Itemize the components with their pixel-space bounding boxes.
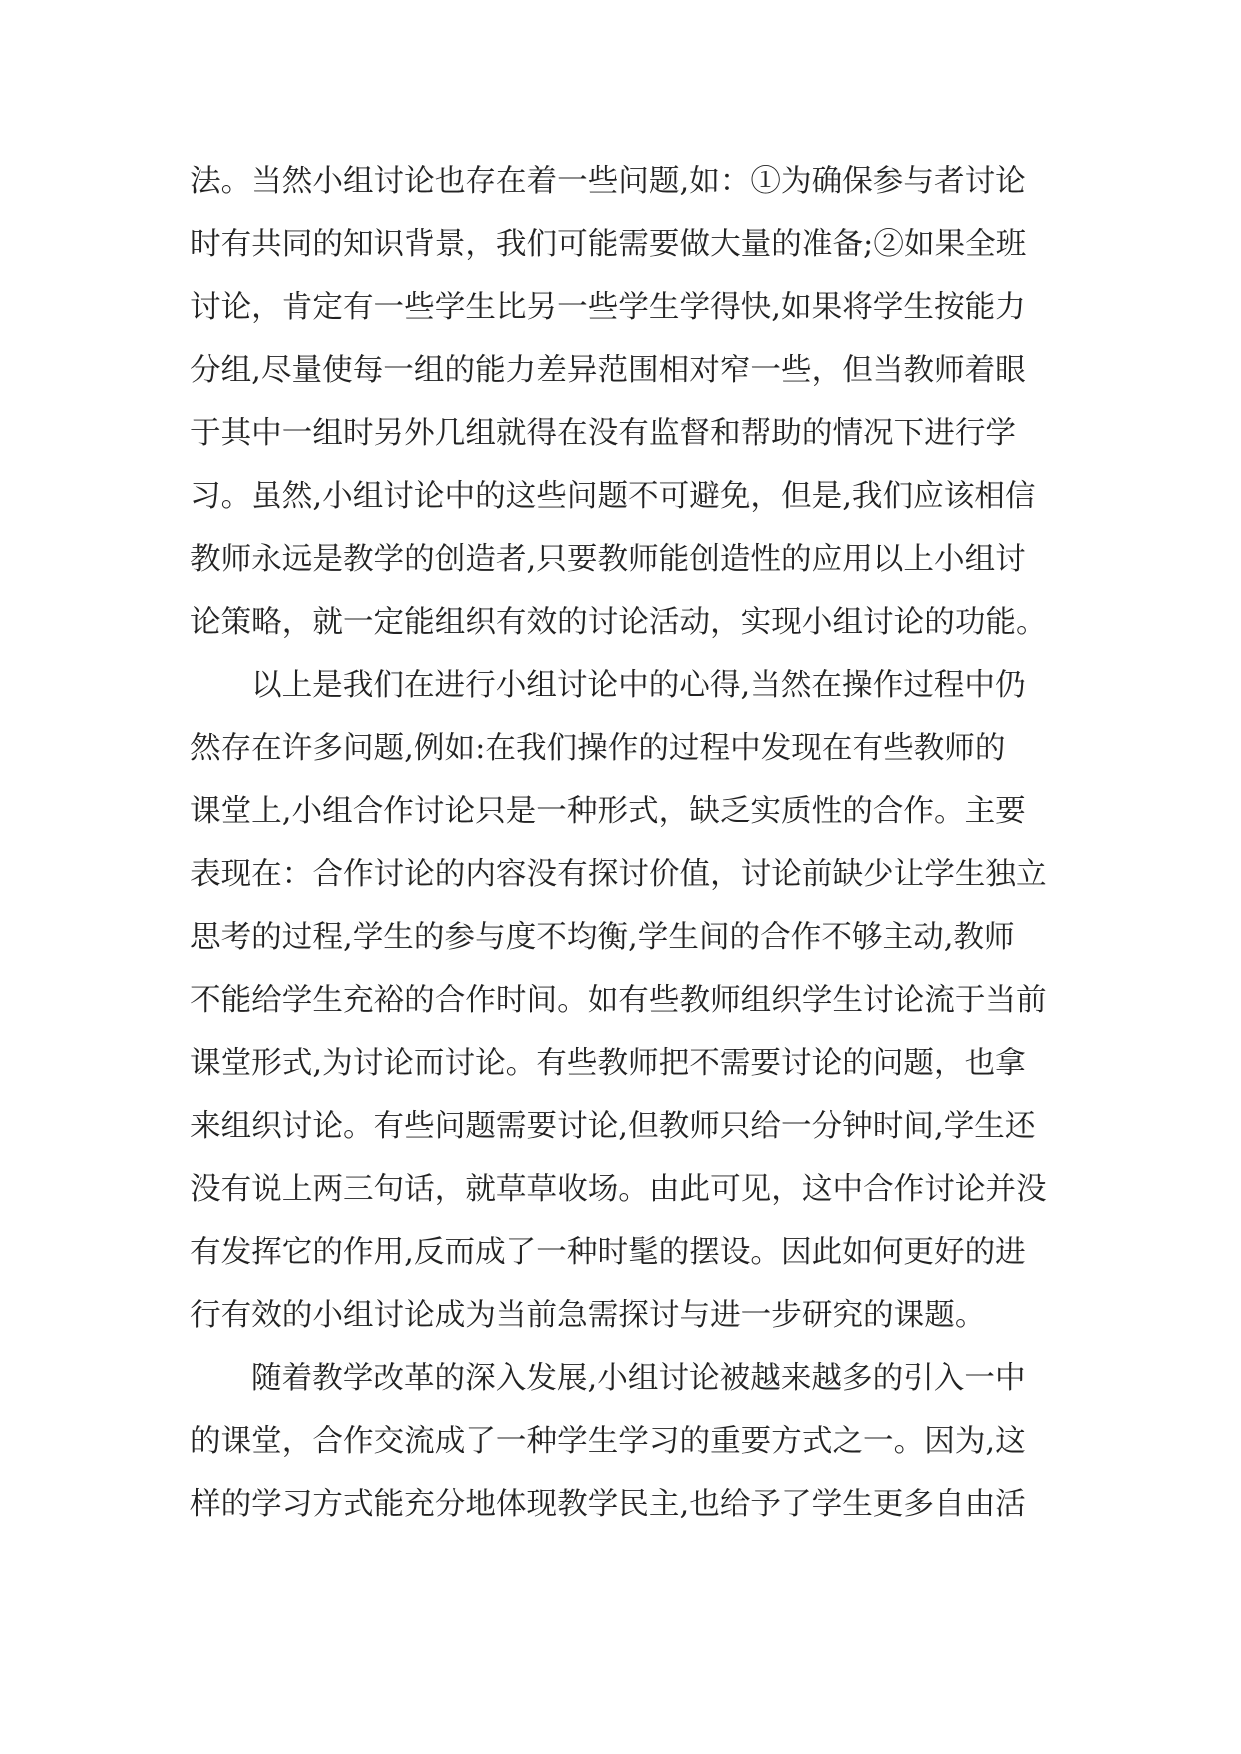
text-line: 课堂形式,为讨论而讨论。有些教师把不需要讨论的问题，也拿 [190, 1046, 1026, 1081]
paragraph-first-line: 随着教学改革的深入发展,小组讨论被越来越多的引入一中 [251, 1361, 1026, 1396]
text-line: 分组,尽量使每一组的能力差异范围相对窄一些，但当教师着眼 [190, 353, 1026, 388]
text-line: 思考的过程,学生的参与度不均衡,学生间的合作不够主动,教师 [190, 920, 1015, 955]
text-line: 习。虽然,小组讨论中的这些问题不可避免，但是,我们应该相信 [190, 479, 1036, 514]
text-line: 不能给学生充裕的合作时间。如有些教师组织学生讨论流于当前 [190, 983, 1047, 1018]
text-line: 表现在：合作讨论的内容没有探讨价值，讨论前缺少让学生独立 [190, 857, 1047, 892]
text-line: 样的学习方式能充分地体现教学民主,也给予了学生更多自由活 [190, 1487, 1026, 1522]
text-line: 课堂上,小组合作讨论只是一种形式，缺乏实质性的合作。主要 [190, 794, 1026, 829]
text-line: 论策略，就一定能组织有效的讨论活动，实现小组讨论的功能。 [190, 605, 1047, 640]
body-text [190, 150, 1052, 1536]
text-line: 教师永远是教学的创造者,只要教师能创造性的应用以上小组讨 [190, 542, 1026, 577]
text-line: 然存在许多问题,例如:在我们操作的过程中发现在有些教师的 [190, 731, 1006, 766]
text-line: 法。当然小组讨论也存在着一些问题,如：①为确保参与者讨论 [190, 164, 1026, 199]
paragraph-first-line: 以上是我们在进行小组讨论中的心得,当然在操作过程中仍 [251, 668, 1026, 703]
text-line: 没有说上两三句话，就草草收场。由此可见，这中合作讨论并没 [190, 1172, 1047, 1207]
text-line: 于其中一组时另外几组就得在没有监督和帮助的情况下进行学 [190, 416, 1017, 451]
text-line: 时有共同的知识背景，我们可能需要做大量的准备;②如果全班 [190, 227, 1027, 262]
text-line: 讨论，肯定有一些学生比另一些学生学得快,如果将学生按能力 [190, 290, 1026, 325]
text-line: 来组织讨论。有些问题需要讨论,但教师只给一分钟时间,学生还 [190, 1109, 1036, 1144]
text-line: 的课堂，合作交流成了一种学生学习的重要方式之一。因为,这 [190, 1424, 1026, 1459]
text-line: 行有效的小组讨论成为当前急需探讨与进一步研究的课题。 [190, 1298, 986, 1333]
text-line: 有发挥它的作用,反而成了一种时髦的摆设。因此如何更好的进 [190, 1235, 1026, 1270]
